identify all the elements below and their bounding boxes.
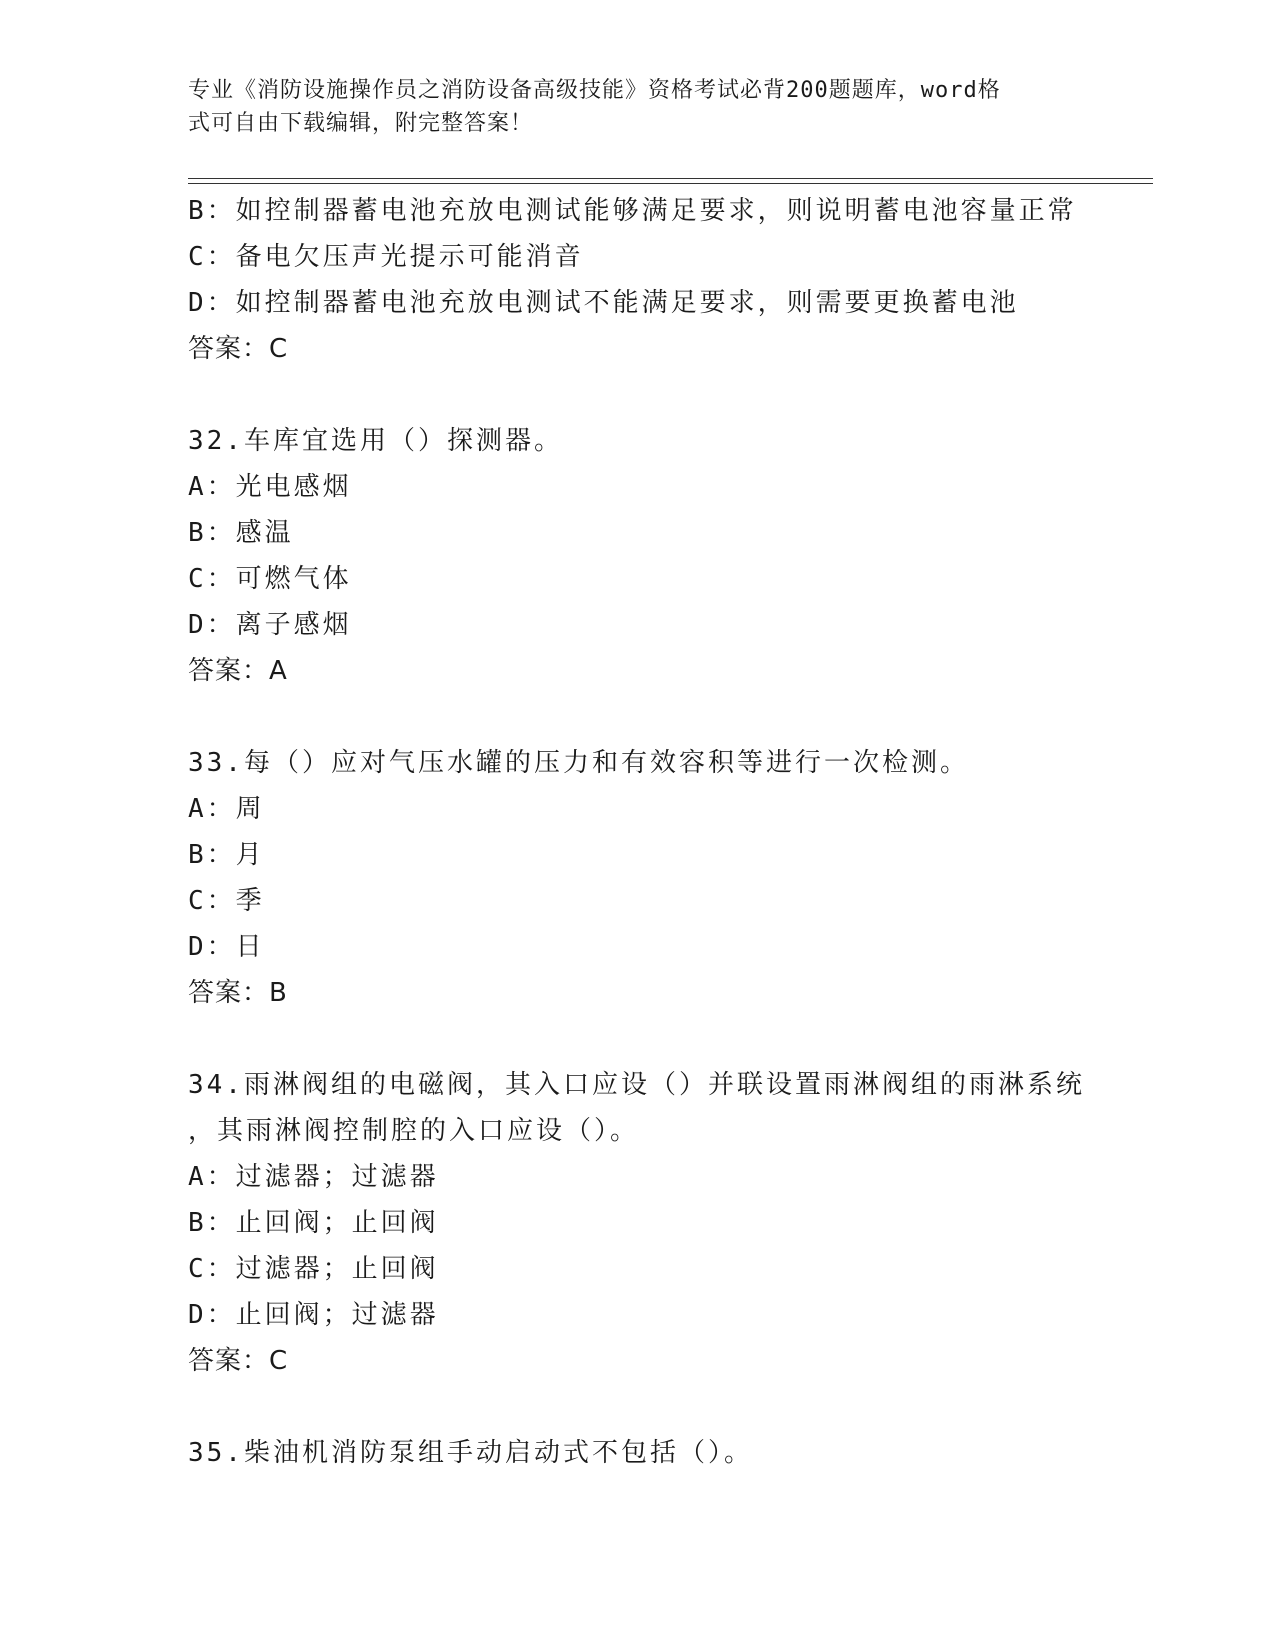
answer: 答案：B [188, 978, 288, 1008]
question-35 [188, 1430, 1088, 1476]
option-c: C：备电欠压声光提示可能消音 [188, 242, 584, 272]
header-divider-thin [188, 183, 1153, 184]
spacer [188, 694, 1088, 740]
option-d: D：如控制器蓄电池充放电测试不能满足要求，则需要更换蓄电池 [188, 288, 1019, 318]
question-33 [188, 740, 1088, 1016]
option-c: C：季 [188, 886, 265, 916]
header-line-2: 式可自由下载编辑，附完整答案！ [188, 111, 534, 136]
option-b: B：如控制器蓄电池充放电测试能够满足要求，则说明蓄电池容量正常 [188, 196, 1077, 226]
question-list [188, 188, 1088, 1476]
option-b: B：月 [188, 840, 265, 870]
header-divider-thick [188, 178, 1153, 179]
spacer [188, 1016, 1088, 1062]
document-header [188, 74, 1068, 140]
header-line-1: 专业《消防设施操作员之消防设备高级技能》资格考试必背200题题库，word格 [188, 78, 1001, 103]
spacer [188, 372, 1088, 418]
option-c: C：过滤器；止回阀 [188, 1254, 439, 1284]
option-a: A：光电感烟 [188, 472, 352, 502]
option-a: A：周 [188, 794, 265, 824]
question-stem: 35.柴油机消防泵组手动启动式不包括（）。 [188, 1438, 753, 1468]
spacer [188, 1384, 1088, 1430]
option-d: D：止回阀；过滤器 [188, 1300, 439, 1330]
question-stem: 33.每（）应对气压水罐的压力和有效容积等进行一次检测。 [188, 748, 969, 778]
answer: 答案：C [188, 334, 289, 364]
question-31-tail [188, 188, 1088, 372]
question-stem-line-1: 34.雨淋阀组的电磁阀，其入口应设（）并联设置雨淋阀组的雨淋系统 [188, 1070, 1085, 1100]
question-stem: 32.车库宜选用（）探测器。 [188, 426, 563, 456]
question-34 [188, 1062, 1088, 1384]
answer: 答案：A [188, 656, 288, 686]
question-32 [188, 418, 1088, 694]
option-d: D：离子感烟 [188, 610, 352, 640]
option-d: D：日 [188, 932, 265, 962]
option-b: B：止回阀；止回阀 [188, 1208, 439, 1238]
answer: 答案：C [188, 1346, 289, 1376]
question-stem-line-2: ，其雨淋阀控制腔的入口应设（）。 [188, 1116, 640, 1146]
option-c: C：可燃气体 [188, 564, 352, 594]
option-b: B：感温 [188, 518, 294, 548]
option-a: A：过滤器；过滤器 [188, 1162, 439, 1192]
